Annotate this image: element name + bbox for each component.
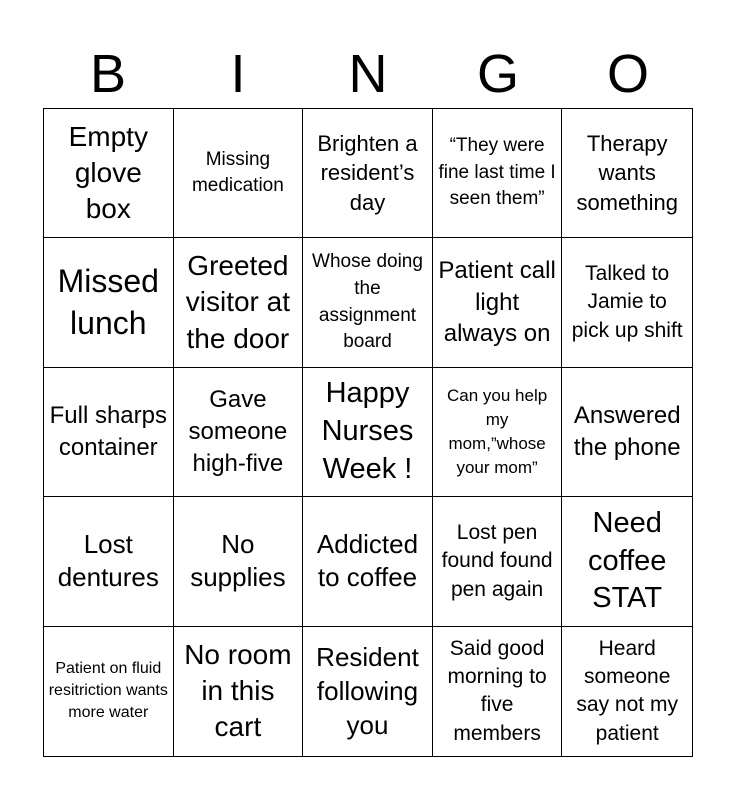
cell-text: Lost pen found found pen again (441, 520, 553, 601)
cell-text: No supplies (190, 528, 286, 593)
bingo-cell[interactable] (562, 368, 692, 497)
cell-text: Missing medication (191, 148, 284, 197)
bingo-cell[interactable] (174, 497, 304, 626)
bingo-cell[interactable] (44, 368, 174, 497)
cell-text: Patient on fluid resitriction wants more water (48, 659, 168, 722)
bingo-cell[interactable] (303, 627, 433, 756)
cell-text: Therapy wants something (576, 130, 678, 216)
header-letter-i: I (230, 44, 246, 104)
bingo-cell[interactable] (562, 627, 692, 756)
bingo-cell[interactable] (44, 238, 174, 367)
cell-text: Can you help my mom,”whose your mom” (447, 386, 548, 477)
bingo-cell[interactable] (44, 497, 174, 626)
cell-text: Lost dentures (57, 528, 159, 593)
bingo-cell[interactable] (433, 368, 563, 497)
cell-text: Heard someone say not my patient (576, 636, 678, 745)
cell-text: Resident following you (316, 641, 419, 741)
bingo-cell[interactable] (433, 109, 563, 238)
cell-text: Said good morning to five members (447, 636, 547, 745)
cell-text: Whose doing the assignment board (312, 251, 423, 353)
bingo-cell[interactable] (44, 627, 174, 756)
cell-text: “They were fine last time I seen them” (438, 135, 556, 210)
bingo-cell[interactable] (303, 238, 433, 367)
bingo-cell[interactable] (174, 627, 304, 756)
bingo-board (43, 108, 693, 757)
cell-text: Greeted visitor at the door (185, 250, 291, 354)
header-letter-b: B (89, 44, 127, 104)
bingo-cell[interactable] (433, 627, 563, 756)
cell-text: Brighten a resident’s day (317, 130, 418, 216)
bingo-cell[interactable] (174, 238, 304, 367)
cell-text: Missed lunch (57, 263, 159, 341)
bingo-cell[interactable] (303, 368, 433, 497)
cell-text: Talked to Jamie to pick up shift (571, 262, 683, 342)
cell-text: Happy Nurses Week ! (321, 377, 414, 485)
cell-text: Answered the phone (573, 402, 681, 461)
bingo-cell[interactable] (44, 109, 174, 238)
bingo-header (43, 40, 693, 108)
bingo-cell[interactable] (174, 109, 304, 238)
header-letter-n: N (348, 44, 388, 104)
bingo-cell[interactable] (303, 109, 433, 238)
cell-text: Addicted to coffee (316, 528, 419, 593)
bingo-cell[interactable] (562, 497, 692, 626)
header-letter-o: O (606, 44, 649, 104)
cell-text: Empty glove box (68, 120, 148, 225)
cell-text: Gave someone high-five (188, 386, 288, 477)
bingo-cell[interactable] (303, 497, 433, 626)
cell-text: Full sharps container (49, 402, 167, 461)
bingo-cell[interactable] (433, 238, 563, 367)
cell-text: Patient call light always on (438, 257, 556, 348)
bingo-cell[interactable] (174, 368, 304, 497)
header-letter-g: G (476, 44, 519, 104)
bingo-cell[interactable] (562, 238, 692, 367)
cell-text: No room in this cart (184, 638, 292, 743)
bingo-cell[interactable] (562, 109, 692, 238)
bingo-cell[interactable] (433, 497, 563, 626)
cell-text: Need coffee STAT (587, 506, 667, 615)
